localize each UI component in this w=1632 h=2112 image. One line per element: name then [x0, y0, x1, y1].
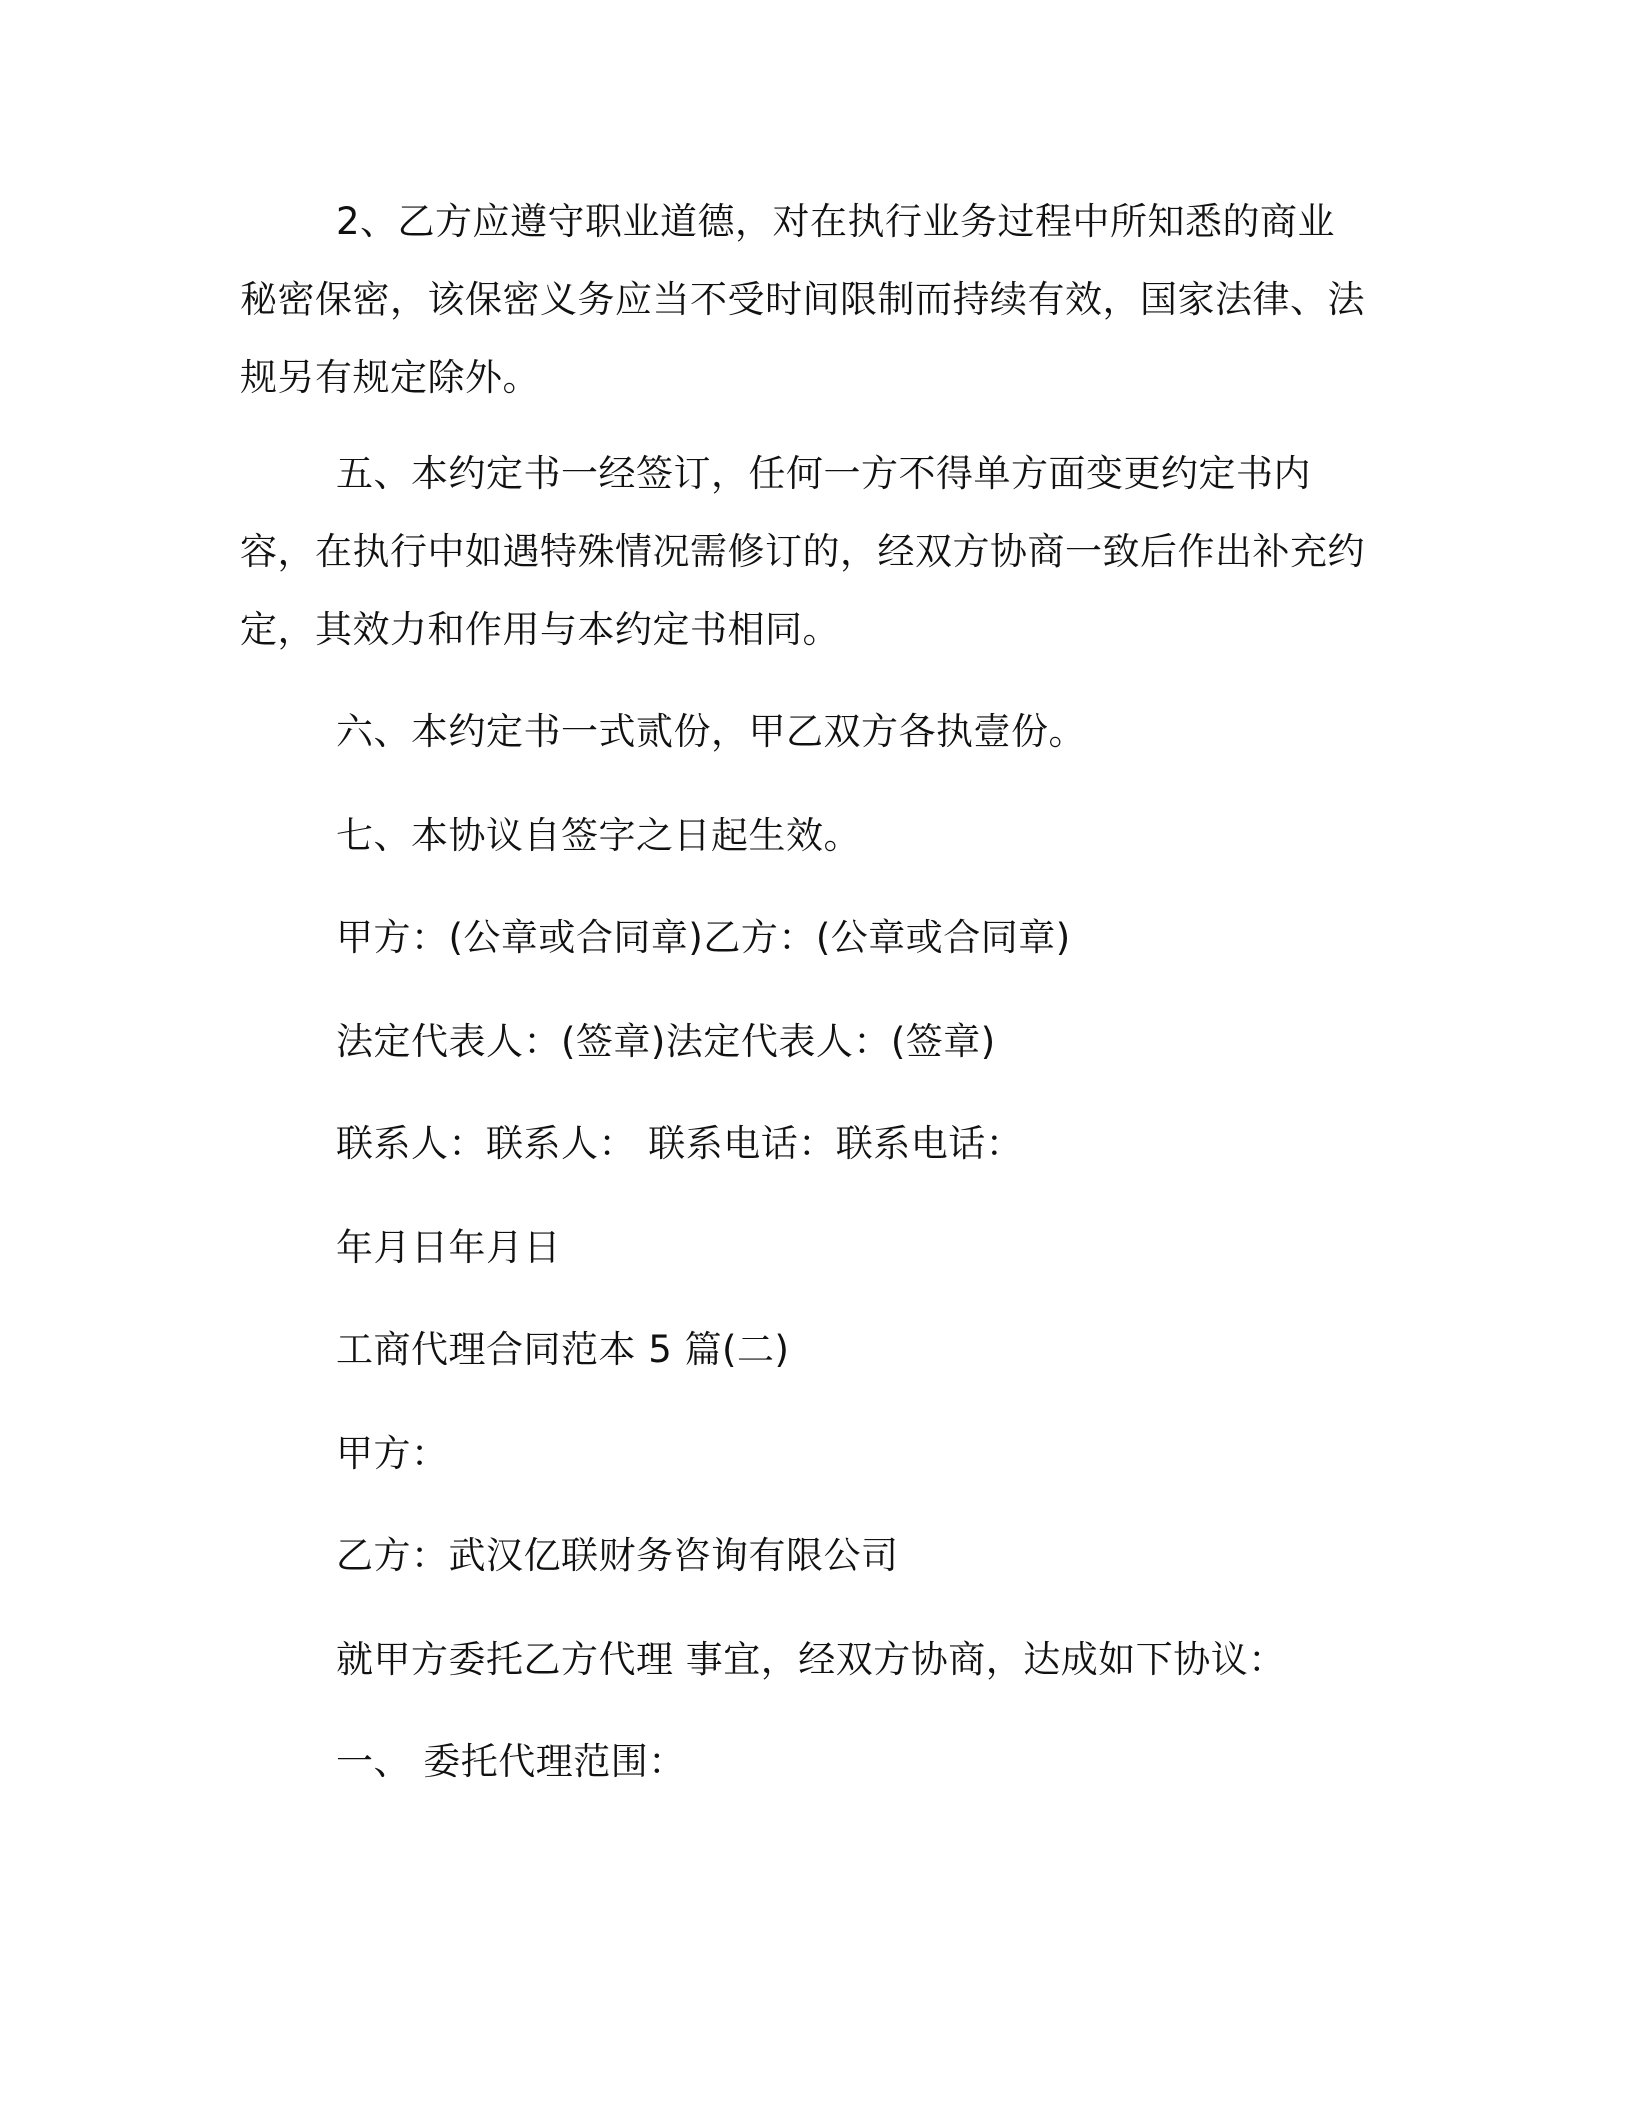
clause-seven-effective: 七、本协议自签字之日起生效。: [336, 814, 861, 857]
section-heading: 工商代理合同范本 5 篇(二): [336, 1328, 790, 1371]
party-seal-line: 甲方：(公章或合同章)乙方：(公章或合同章): [336, 916, 1071, 959]
contact-line: 联系人：联系人： 联系电话：联系电话：: [336, 1122, 1024, 1165]
clause-one-scope: 一、 委托代理范围：: [336, 1740, 686, 1783]
clause-six-copies: 六、本约定书一式贰份，甲乙双方各执壹份。: [336, 710, 1086, 753]
legal-representative-line: 法定代表人：(签章)法定代表人：(签章): [336, 1020, 996, 1063]
date-line: 年月日年月日: [336, 1226, 561, 1269]
clause-five-amendment: 五、本约定书一经签订，任何一方不得单方面变更约定书内容，在执行中如遇特殊情况需修订的，经双方协商一致后作出补充约定，其效力和作用与本约定书相同。: [240, 452, 1365, 651]
party-a-line: 甲方：: [336, 1432, 449, 1475]
agreement-intro: 就甲方委托乙方代理 事宜，经双方协商，达成如下协议：: [336, 1638, 1286, 1681]
clause-confidentiality: 2、乙方应遵守职业道德，对在执行业务过程中所知悉的商业秘密保密，该保密义务应当不受时间限制而持续有效，国家法律、法规另有规定除外。: [240, 200, 1365, 399]
party-b-line: 乙方：武汉亿联财务咨询有限公司: [336, 1534, 899, 1577]
